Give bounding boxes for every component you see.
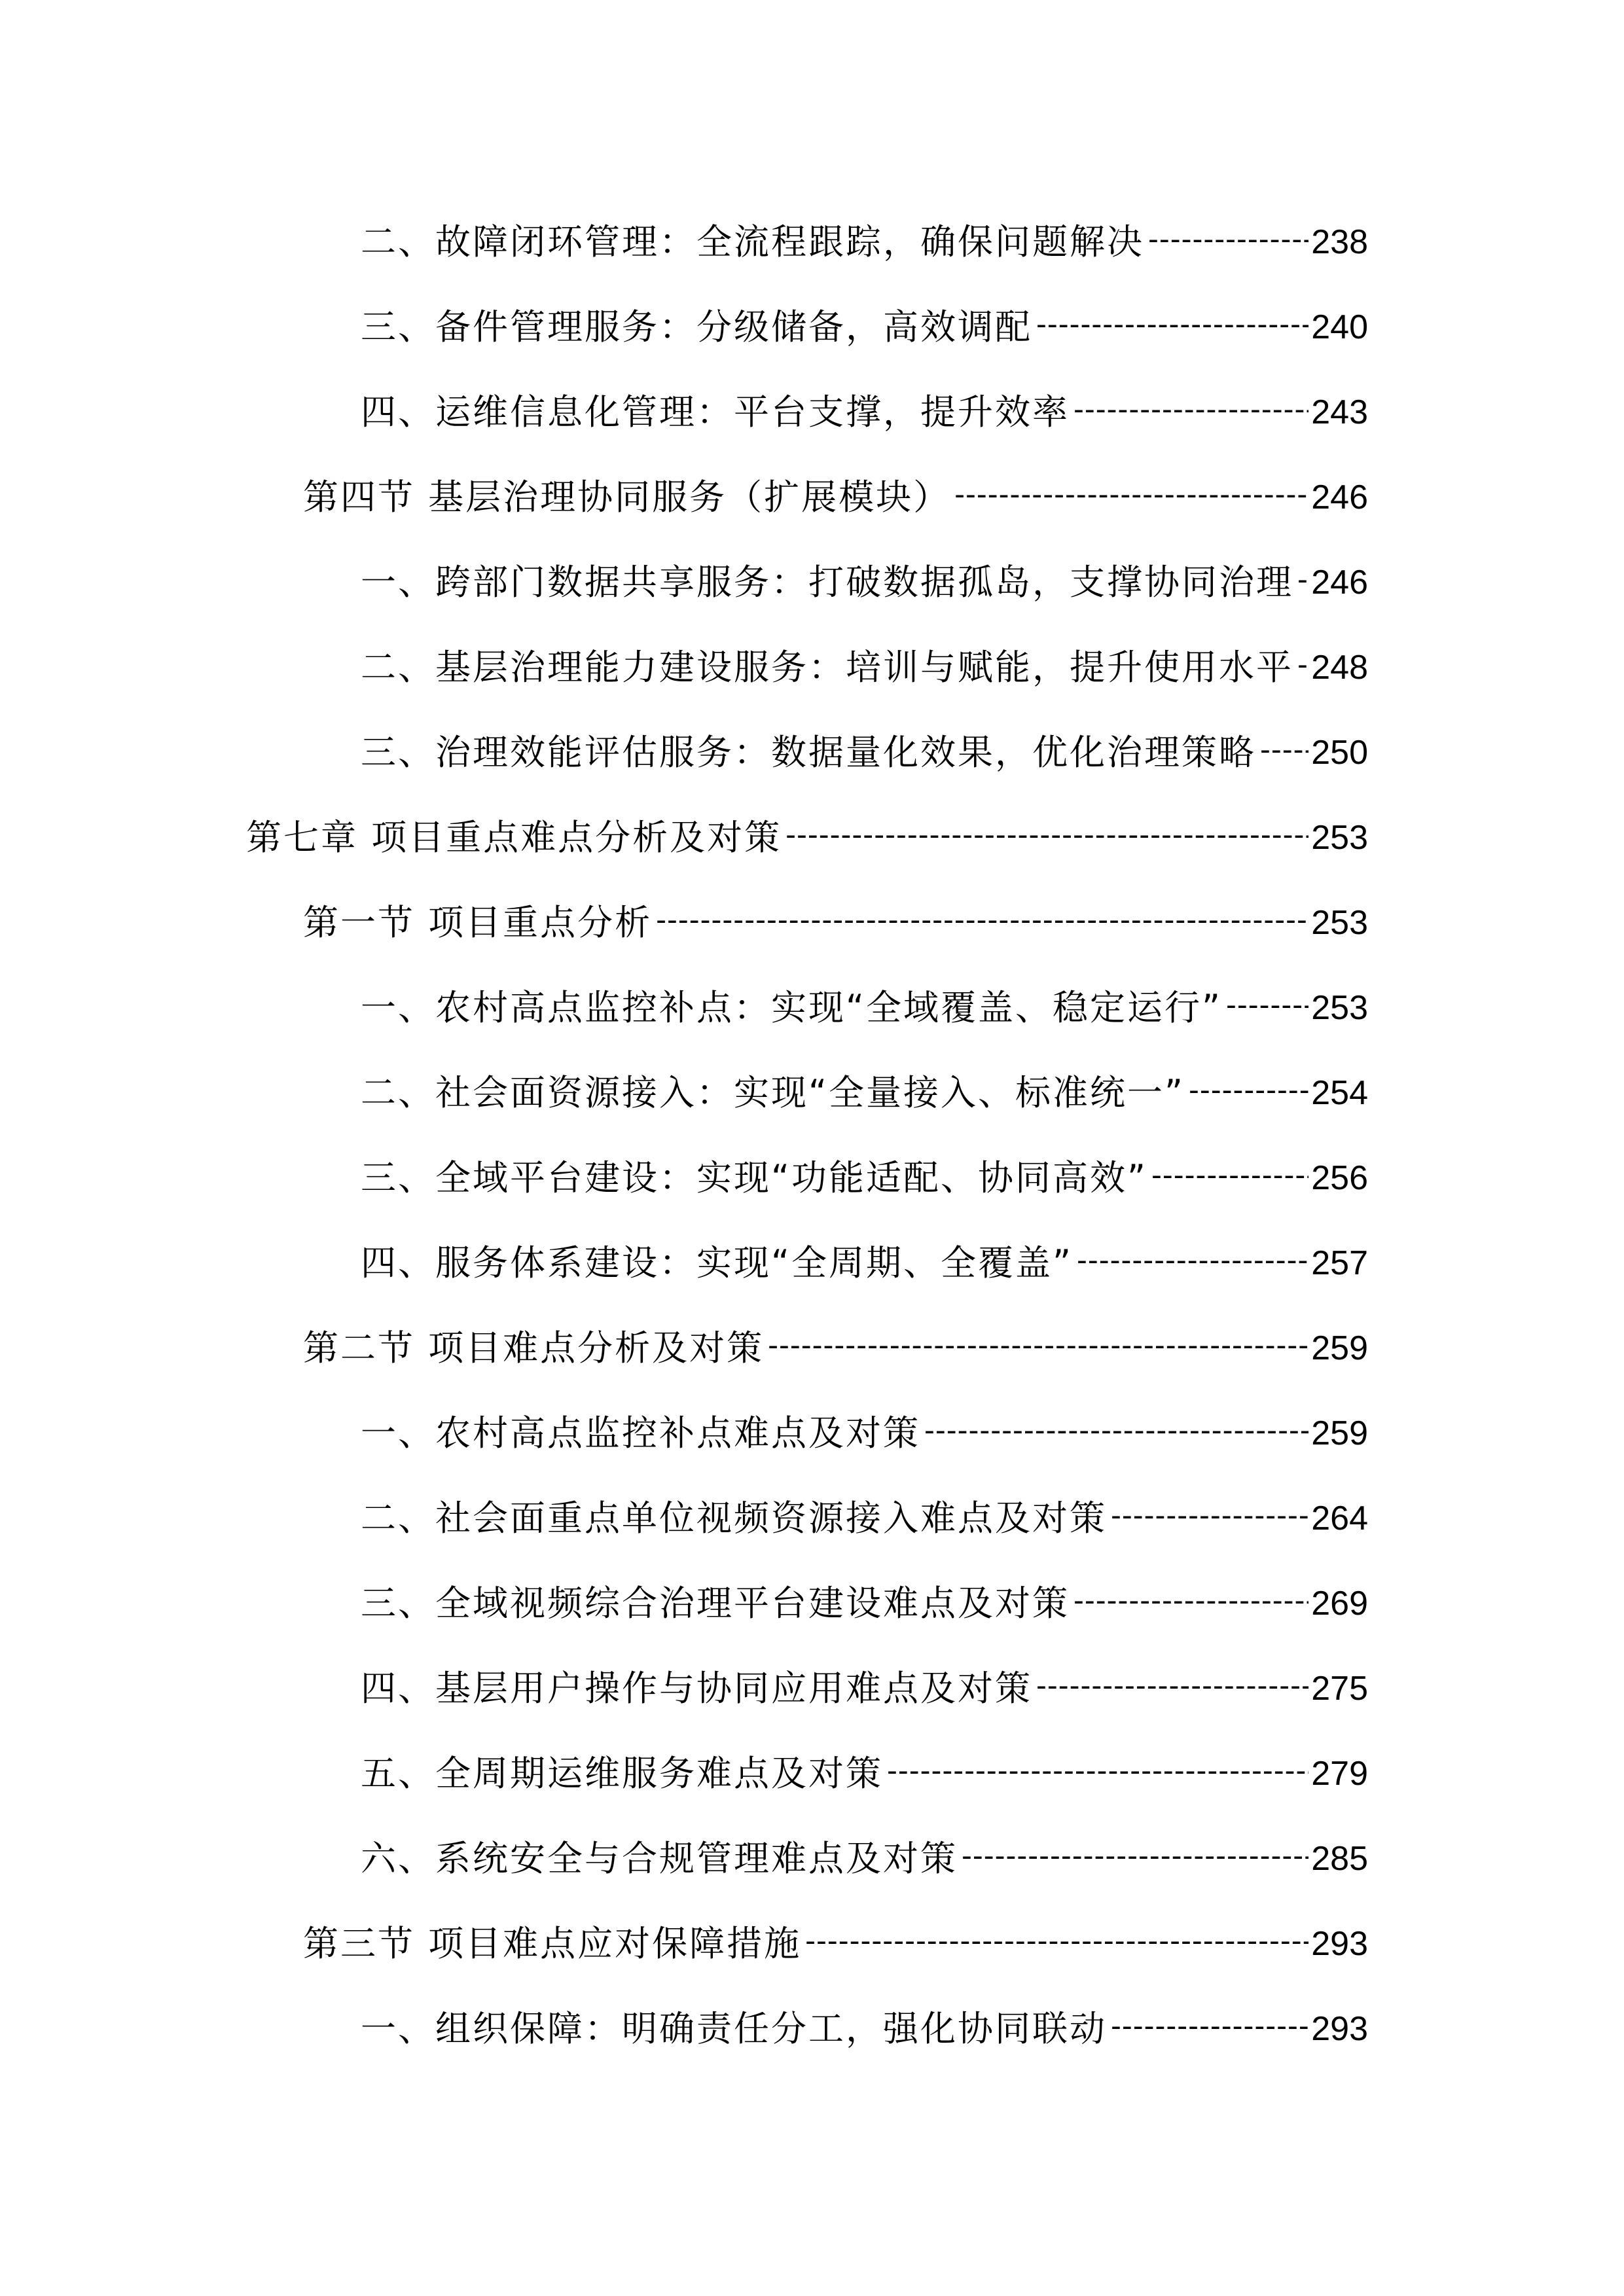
toc-dot-leader [1297,548,1308,611]
toc-entry-title: 三、备件管理服务：分级储备，高效调配 [361,306,1032,348]
toc-entry-title: 第四节 基层治理协同服务（扩展模块） [303,476,951,518]
toc-entry-title: 四、基层用户操作与协同应用难点及对策 [361,1668,1032,1709]
toc-entry-title: 二、社会面重点单位视频资源接入难点及对策 [361,1498,1107,1539]
toc-entry-title: 第一节 项目重点分析 [303,902,653,943]
toc-dot-leader [962,1825,1308,1888]
toc-entry-page: 269 [1311,1585,1368,1623]
toc-dot-leader [1189,1059,1308,1122]
toc-dot-leader [1074,378,1308,441]
toc-entry-page: 259 [1311,1414,1368,1452]
toc-dot-leader [1111,1484,1308,1547]
toc-entry-page: 259 [1311,1329,1368,1367]
toc-entry[interactable] [361,1062,1368,1124]
toc-entry[interactable] [303,466,1368,529]
toc-entry-page: 238 [1311,223,1368,261]
toc-dot-leader [924,1399,1308,1462]
toc-entry-title: 二、基层治理能力建设服务：培训与赋能，提升使用水平 [361,647,1293,688]
toc-entry-title: 二、社会面资源接入：实现“全量接入、标准统一” [361,1072,1185,1113]
toc-entry[interactable] [361,296,1368,359]
toc-entry-title: 一、组织保障：明确责任分工，强化协同联动 [361,2008,1107,2049]
toc-dot-leader [1151,1144,1308,1207]
toc-dot-leader [887,1740,1308,1803]
toc-dot-leader [656,889,1308,952]
toc-entry-page: 253 [1311,904,1368,942]
toc-entry-title: 第七章 项目重点难点分析及对策 [246,817,782,858]
toc-entry-page: 285 [1311,1840,1368,1878]
toc-entry[interactable] [361,1487,1368,1550]
toc-dot-leader [1226,974,1308,1037]
toc-entry-page: 293 [1311,2010,1368,2048]
toc-entry[interactable] [361,721,1368,784]
toc-entry-page: 257 [1311,1244,1368,1282]
toc-entry-page: 293 [1311,1925,1368,1963]
toc-entry-title: 五、全周期运维服务难点及对策 [361,1753,883,1794]
toc-entry[interactable] [361,1998,1368,2060]
toc-entry-page: 254 [1311,1074,1368,1112]
toc-entry[interactable] [246,806,1368,869]
toc-entry[interactable] [361,381,1368,444]
toc-entry-page: 250 [1311,734,1368,772]
toc-entry-page: 279 [1311,1755,1368,1793]
toc-entry-title: 二、故障闭环管理：全流程跟踪，确保问题解决 [361,221,1144,262]
toc-entry[interactable] [303,891,1368,954]
toc-dot-leader [785,804,1308,867]
toc-entry-title: 六、系统安全与合规管理难点及对策 [361,1838,958,1879]
toc-entry-title: 一、跨部门数据共享服务：打破数据孤岛，支撑协同治理 [361,562,1293,603]
toc-entry-page: 253 [1311,819,1368,857]
toc-entry-page: 246 [1311,564,1368,601]
toc-entry[interactable] [303,1317,1368,1380]
toc-entry[interactable] [361,1657,1368,1720]
toc-entry-page: 264 [1311,1499,1368,1537]
toc-dot-leader [768,1314,1308,1377]
toc-entry-page: 275 [1311,1670,1368,1708]
toc-entry-page: 240 [1311,308,1368,346]
toc-entry[interactable] [303,1912,1368,1975]
toc-dot-leader [1297,634,1308,696]
toc-dot-leader [1148,208,1308,271]
toc-dot-leader [954,463,1308,526]
toc-entry[interactable] [361,211,1368,274]
toc-entry[interactable] [361,551,1368,614]
toc-dot-leader [805,1910,1308,1973]
toc-entry-page: 253 [1311,989,1368,1027]
toc-entry[interactable] [361,1572,1368,1635]
toc-entry-title: 三、治理效能评估服务：数据量化效果，优化治理策略 [361,732,1256,773]
toc-entry-page: 248 [1311,649,1368,687]
toc-dot-leader [1036,293,1308,356]
toc-entry[interactable] [361,1827,1368,1890]
toc-entry[interactable] [361,977,1368,1039]
toc-entry-title: 三、全域视频综合治理平台建设难点及对策 [361,1583,1070,1624]
toc-dot-leader [1036,1655,1308,1717]
toc-dot-leader [1260,719,1308,781]
toc-entry[interactable] [361,1147,1368,1210]
toc-entry-title: 第三节 项目难点应对保障措施 [303,1923,802,1964]
toc-entry-page: 256 [1311,1159,1368,1197]
toc-entry-title: 三、全域平台建设：实现“功能适配、协同高效” [361,1157,1147,1198]
toc-entry-title: 一、农村高点监控补点：实现“全域覆盖、稳定运行” [361,987,1222,1028]
toc-dot-leader [1074,1570,1308,1632]
toc-entry-title: 四、服务体系建设：实现“全周期、全覆盖” [361,1242,1073,1283]
toc-entry-page: 243 [1311,393,1368,431]
toc-entry[interactable] [361,636,1368,699]
toc-entry-page: 246 [1311,478,1368,516]
toc-dot-leader [1077,1229,1308,1292]
toc-entry-title: 第二节 项目难点分析及对策 [303,1327,765,1369]
toc-entry-title: 一、农村高点监控补点难点及对策 [361,1412,920,1454]
toc-entry-title: 四、运维信息化管理：平台支撑，提升效率 [361,391,1070,433]
toc-dot-leader [1111,1995,1308,2058]
toc-entry[interactable] [361,1232,1368,1295]
toc-entry[interactable] [361,1402,1368,1465]
toc-entry[interactable] [361,1742,1368,1805]
